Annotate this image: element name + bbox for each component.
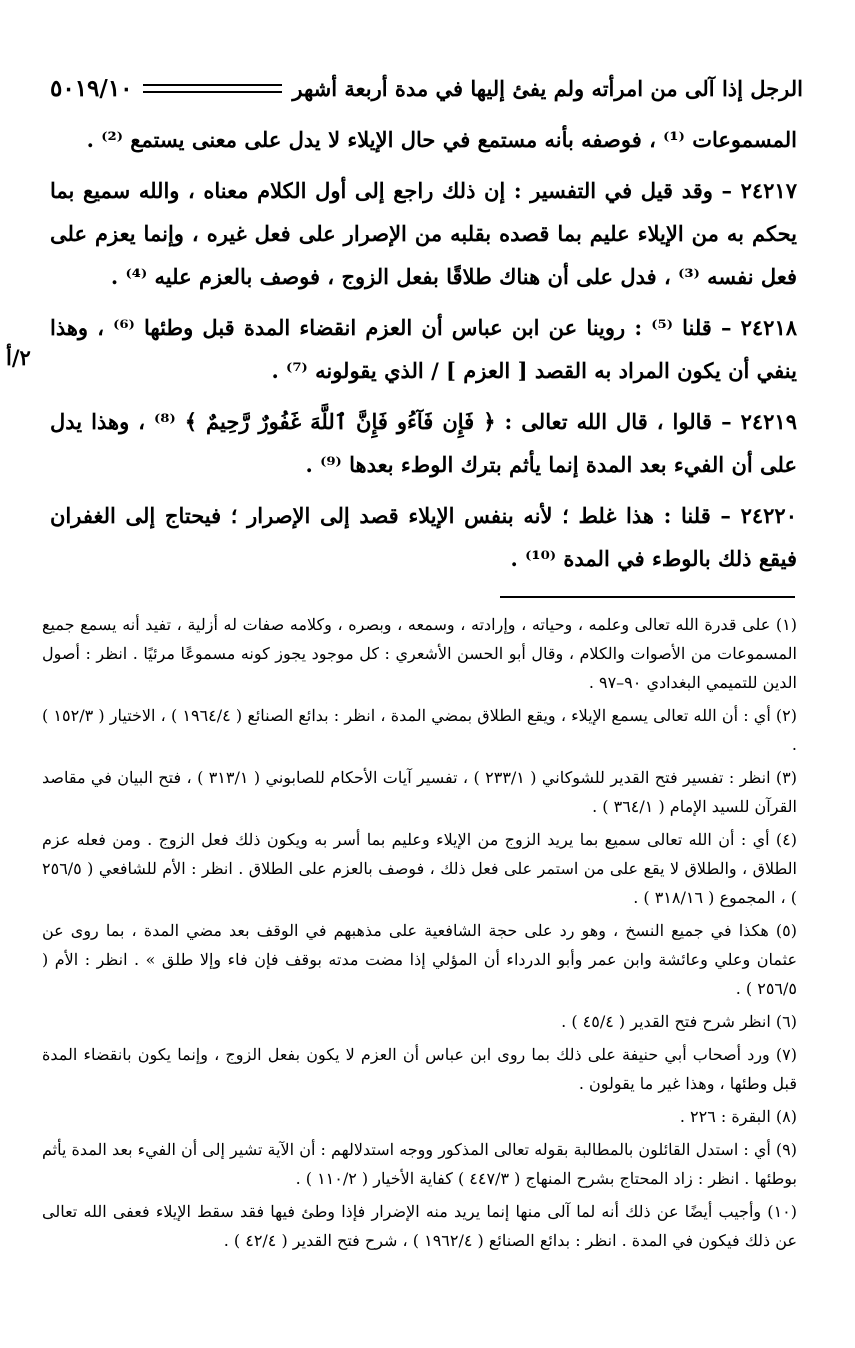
footnote-10: (١٠) وأجيب أيضًا عن ذلك أنه لما آلى منها إنما يريد منه الإضرار فإذا وطئ فيها فقد سقط الإيلاء فعفى الله تعالى عن ذلك فيكون في المدة . انظر : بدائع الصنائع ( ١٩٦٢/٤ ) ، شرح فتح القدير ( ٤٢/٤ ) .	[42, 1202, 797, 1250]
running-header	[50, 68, 803, 108]
paragraph-continuation: المسموعات ⁽¹⁾ ، فوصفه بأنه مستمع في حال الإيلاء لا يدل على معنى يستمع ⁽²⁾ .	[86, 127, 797, 152]
paragraph-24218: ٢٤٢١٨ – قلنا ⁽⁵⁾ : روينا عن ابن عباس أن العزم انقضاء المدة قبل وطئها ⁽⁶⁾ ، وهذا ينفي أن يكون المراد به القصد [ العزم ] / الذي يقولونه ⁽⁷⁾ .	[50, 315, 798, 383]
paragraph-24219: ٢٤٢١٩ – قالوا ، قال الله تعالى : ﴿ فَإِن فَآءُو فَإِنَّ ٱللَّهَ غَفُورٌ رَّحِيمٌ ﴾ ⁽⁸⁾ ، وهذا يدل على أن الفيء بعد المدة إنما يأثم بترك الوطء بعدها ⁽⁹⁾ .	[50, 409, 797, 477]
footnote-2: (٢) أي : أن الله تعالى يسمع الإيلاء ، ويقع الطلاق بمضي المدة ، انظر : بدائع الصنائع ( ١٩٦٤/٤ ) ، الاختيار ( ١٥٢/٣ ) .	[42, 706, 798, 754]
footnote-9: (٩) أي : استدل القائلون بالمطالبة بقوله تعالى المذكور ووجه استدلالهم : أن الآية تشير إلى أن الفيء بعد المدة يأثم بوطئها . انظر : زاد المحتاج بشرح المنهاج ( ٤٤٧/٣ ) كفاية الأخيار ( ١١٠/٢ ) .	[42, 1140, 798, 1188]
footnotes	[42, 610, 797, 1259]
footnote-3: (٣) انظر : تفسير فتح القدير للشوكاني ( ٢٣٣/١ ) ، تفسير آيات الأحكام للصابوني ( ٣١٣/١ ) ، فتح البيان في مقاصد القرآن للسيد الإمام ( ٣٦٤/١ ) .	[42, 768, 798, 816]
paragraph-24217: ٢٤٢١٧ – وقد قيل في التفسير : إن ذلك راجع إلى أول الكلام معناه ، والله سميع بما يحكم به من الإيلاء عليم بما قصده بقلبه من الإصرار على فعل غيره ، وإنما يعزم على فعل نفسه ⁽³⁾ ، فدل على أن هناك طلاقًا بفعل الزوج ، فوصف بالعزم عليه ⁽⁴⁾ .	[50, 178, 797, 289]
footnote-7: (٧) ورد أصحاب أبي حنيفة على ذلك بما روى ابن عباس أن العزم لا يكون بفعل الزوج ، وإنما يكون بانقضاء المدة قبل وطئها ، وهذا غير ما يقولون .	[42, 1045, 797, 1093]
footnote-5: (٥) هكذا في جميع النسخ ، وهو رد على حجة الشافعية على مذهبهم في الوقف بعد مضي المدة ، بما روى عن عثمان وعلي وعائشة وابن عمر وأبو الدرداء أن المؤلي إذا مضت مدته بوقف فإن فاء وإلا طلق » . انظر : الأم ( ٢٥٦/٥ ) .	[42, 921, 798, 998]
manuscript-folio-marker: ٢/أ	[6, 345, 31, 370]
main-text	[50, 118, 797, 588]
footnote-8: (٨) البقرة : ٢٢٦ .	[679, 1107, 797, 1126]
running-title: الرجل إذا آلى من امرأته ولم يفئ إليها في مدة أربعة أشهر	[292, 75, 803, 101]
footnote-4: (٤) أي : أن الله تعالى سميع بما يريد الزوج من الإيلاء وعليم بما أسر به ويكون ذلك فعل الزوج . ومن فعله عزم الطلاق ، والطلاق لا يقع على من استمر على فعل ذلك ، فوصف بالعزم على الطلاق . انظر : الأم للشافعي ( ٢٥٦/٥ ) ، المجموع ( ٣١٨/١٦ ) .	[42, 830, 798, 907]
paragraph-24220: ٢٤٢٢٠ – قلنا : هذا غلط ؛ لأنه بنفس الإيلاء قصد إلى الإصرار ؛ فيحتاج إلى الغفران فيقع ذلك بالوطء في المدة ⁽¹⁰⁾ .	[50, 503, 797, 571]
footnote-1: (١) على قدرة الله تعالى وعلمه ، وحياته ، وإرادته ، وسمعه ، وبصره ، وكلامه صفات له أزلية ، تفيد أنه يسمع جميع المسموعات من الأصوات والكلام ، وقال أبو الحسن الأشعري : كل موجود يجوز كونه مسموعًا مرئيًا . انظر : أصول الدين للتميمي البغدادي ٩٠–٩٧ .	[42, 615, 798, 692]
page-number: ٥٠١٩/١٠	[50, 74, 133, 102]
footnote-6: (٦) انظر شرح فتح القدير ( ٤٥/٤ ) .	[561, 1012, 797, 1031]
header-double-rule	[143, 84, 283, 93]
footnote-separator	[500, 596, 795, 598]
